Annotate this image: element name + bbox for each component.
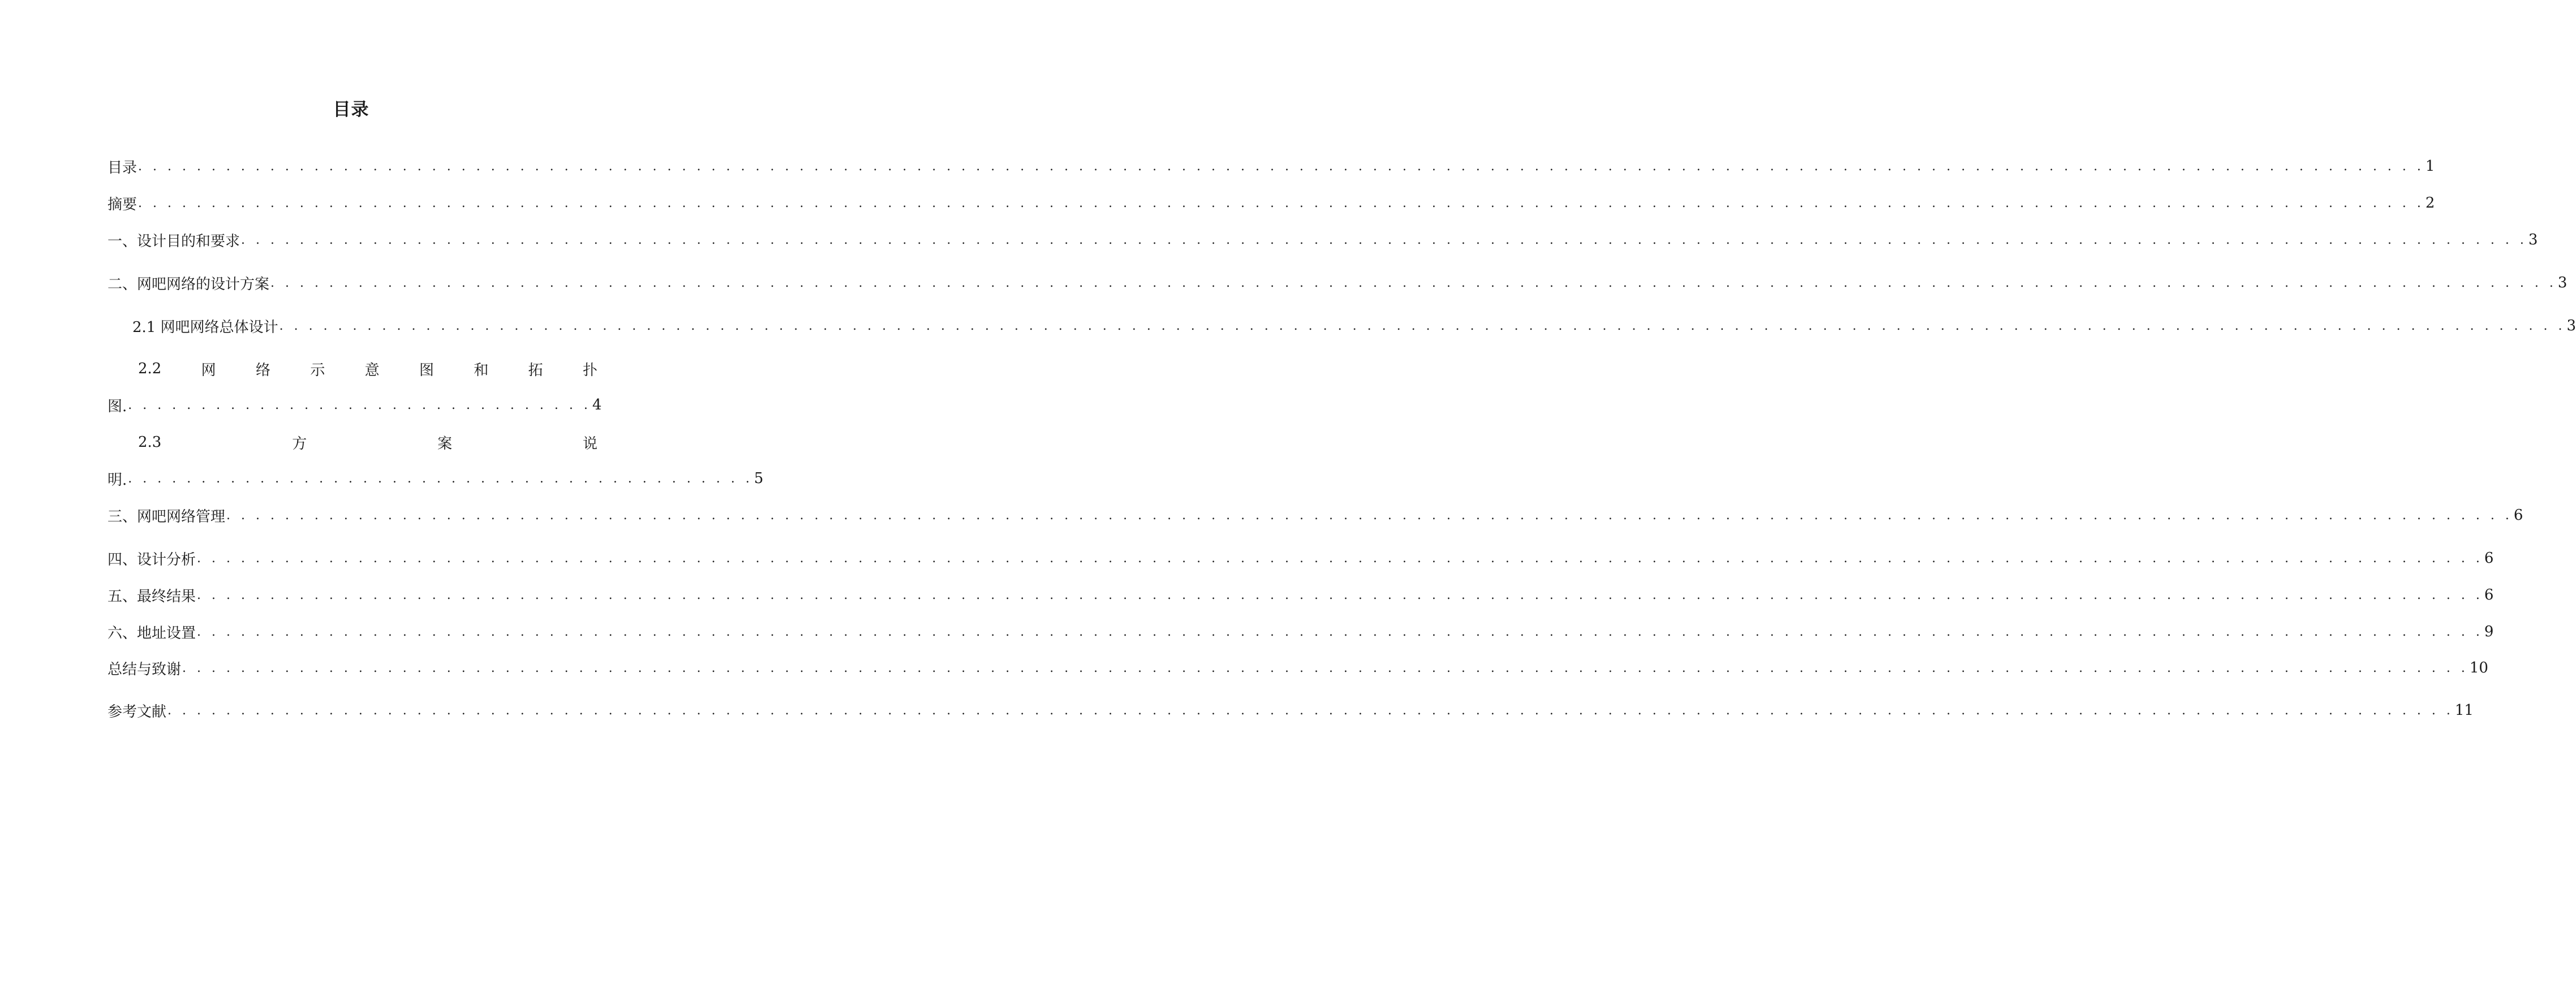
toc-entry-page: 2 (2425, 195, 2435, 212)
toc-leader-dots (226, 508, 2513, 523)
toc-word: 方 (292, 435, 307, 452)
toc-entry-page: 6 (2513, 507, 2523, 524)
toc-entry-label: 四、设计分析 (107, 551, 196, 568)
toc-subentry-continuation[interactable] (107, 395, 601, 415)
toc-entry-page: 9 (2484, 623, 2494, 640)
toc-entry-label: 参考文献 (107, 703, 167, 721)
toc-entry-page: 6 (2484, 586, 2494, 603)
toc-entry-page: 3 (2557, 274, 2568, 291)
toc-word: 络 (256, 361, 271, 379)
toc-word: 意 (364, 361, 380, 379)
toc-entry-page: 11 (2454, 702, 2474, 719)
toc-leader-dots (197, 551, 2483, 566)
toc-leader-dots (182, 661, 2469, 675)
toc-entry-label: 六、地址设置 (107, 624, 196, 642)
toc-word: 说 (582, 435, 597, 452)
toc-entry[interactable] (107, 193, 2435, 213)
toc-entry-label: 明. (107, 471, 127, 489)
toc-entry-page: 4 (592, 396, 602, 413)
page-title: 目录 (333, 100, 369, 120)
toc-leader-dots (138, 159, 2424, 174)
toc-entry-label: 2.1 网吧网络总体设计 (132, 318, 278, 336)
toc-entry[interactable] (107, 658, 2488, 678)
toc-subentry-justified-line[interactable] (138, 432, 597, 452)
toc-word: 示 (310, 361, 325, 379)
toc-entry-label: 一、设计目的和要求 (107, 232, 240, 250)
toc-leader-dots (167, 704, 2454, 718)
toc-entry[interactable] (107, 585, 2494, 605)
toc-leader-dots (138, 196, 2424, 210)
toc-leader-dots: . . . . . . . . . . . . . . . . . . . . . . . . . . . . . . . . . . . . . . . . . . . (128, 471, 753, 486)
toc-entry-page: 1 (2425, 158, 2435, 175)
toc-leader-dots (270, 276, 2557, 290)
toc-entry[interactable] (107, 505, 2523, 525)
toc-entry-label: 摘要 (107, 196, 137, 213)
toc-entry[interactable] (107, 700, 2474, 721)
toc-leader-dots (279, 319, 2566, 333)
toc-entry-page: 3 (2566, 317, 2576, 334)
toc-entry-page: 10 (2469, 659, 2488, 676)
toc-entry[interactable] (107, 622, 2494, 642)
toc-entry-label: 五、最终结果 (107, 588, 196, 605)
toc-subentry[interactable] (132, 316, 2576, 336)
toc-leader-dots (197, 625, 2483, 639)
toc-entry[interactable] (107, 273, 2568, 293)
toc-word: 和 (474, 361, 489, 379)
toc-word: 图 (419, 361, 434, 379)
toc-entry[interactable] (107, 156, 2435, 176)
toc-leader-dots (197, 588, 2483, 602)
toc-leader-dots: . . . . . . . . . . . . . . . . . . . . . . . . . . . . . . . . (128, 398, 591, 412)
toc-word: 网 (201, 361, 216, 379)
toc-word: 2.2 (138, 360, 162, 377)
toc-leader-dots (241, 233, 2527, 247)
toc-entry-label: 二、网吧网络的设计方案 (107, 275, 270, 293)
toc-word: 扑 (582, 361, 597, 379)
toc-word: 2.3 (138, 434, 162, 451)
toc-entry-page: 5 (754, 470, 764, 487)
toc-entry-page: 3 (2528, 231, 2538, 248)
toc-subentry-justified-line[interactable] (138, 359, 597, 379)
toc-entry-label: 三、网吧网络管理 (107, 508, 226, 525)
toc-entry-page: 6 (2484, 550, 2494, 567)
toc-entry-label: 目录 (107, 159, 137, 176)
toc-subentry-continuation[interactable] (107, 468, 763, 489)
toc-word: 拓 (528, 361, 543, 379)
toc-entry-label: 总结与致谢 (107, 661, 182, 678)
toc-entry[interactable] (107, 230, 2538, 250)
toc-word: 案 (437, 435, 453, 452)
toc-entry-label: 图. (107, 398, 127, 415)
toc-entry[interactable] (107, 548, 2494, 568)
